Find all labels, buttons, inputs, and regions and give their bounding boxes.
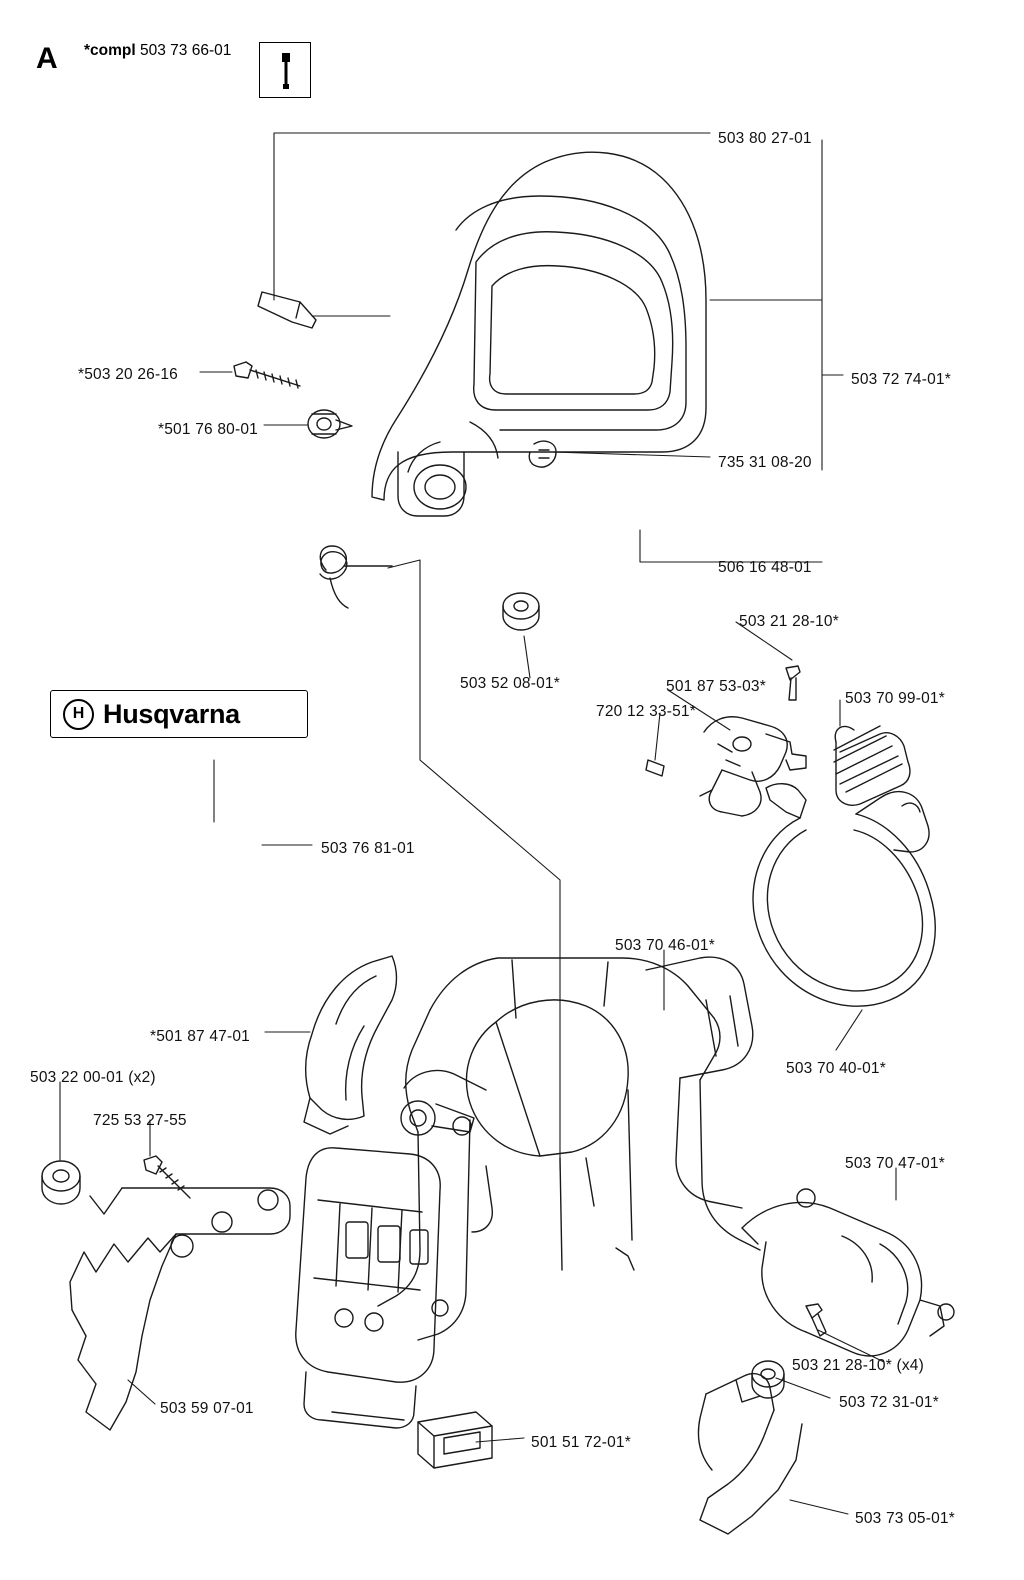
coil-spring-part: [834, 726, 910, 805]
compl-prefix: *compl: [84, 42, 136, 59]
part-label: 506 16 48-01: [718, 559, 812, 576]
part-label: 503 70 46-01*: [615, 937, 715, 954]
bushing-part: [308, 410, 352, 438]
torsion-spring-part: [320, 546, 392, 608]
part-label: 503 76 81-01: [321, 840, 415, 857]
part-label: *501 87 47-01: [150, 1028, 250, 1045]
part-label: 503 70 47-01*: [845, 1155, 945, 1172]
leader-lines-top: [60, 133, 896, 1514]
rubber-block-part: [418, 1412, 492, 1468]
left-guard-part: [304, 956, 397, 1134]
part-label: 503 73 05-01*: [855, 1510, 955, 1527]
part-label: 503 70 40-01*: [786, 1060, 886, 1077]
section-letter: A: [36, 42, 58, 75]
screw-part-1: [234, 362, 300, 388]
part-label: 503 21 28-10*: [739, 613, 839, 630]
part-label: 720 12 33-51*: [596, 703, 696, 720]
screw-part-3: [144, 1156, 190, 1198]
part-label: *503 20 26-16: [78, 366, 178, 383]
part-label: 503 59 07-01: [160, 1400, 254, 1417]
part-label: 503 52 08-01*: [460, 675, 560, 692]
nut-part: [42, 1161, 80, 1204]
bottom-lever-part: [699, 1374, 803, 1534]
part-label: 503 70 99-01*: [845, 690, 945, 707]
part-label: 725 53 27-55: [93, 1112, 187, 1129]
brand-name: Husqvarna: [103, 698, 240, 729]
e-clip-part: [529, 441, 556, 467]
screw-part-2: [786, 666, 800, 700]
part-label: 501 87 53-03*: [666, 678, 766, 695]
part-label: 503 72 31-01*: [839, 1394, 939, 1411]
brake-band-part: [753, 784, 935, 1007]
pivot-pin-part: [258, 292, 316, 328]
part-label: 503 80 27-01: [718, 130, 812, 147]
part-label: 501 51 72-01*: [531, 1434, 631, 1451]
brake-lever-part: [700, 717, 806, 816]
right-cover-part: [742, 1189, 954, 1356]
part-label: 735 31 08-20: [718, 454, 812, 471]
compl-number: 503 73 66-01: [140, 42, 232, 59]
top-handle-part: [372, 152, 706, 516]
part-label: *501 76 80-01: [158, 421, 258, 438]
part-label: 503 22 00-01 (x2): [30, 1069, 156, 1086]
part-label: 503 21 28-10* (x4): [792, 1357, 924, 1374]
screw-part-4: [806, 1304, 826, 1336]
husqvarna-logo-icon: H: [63, 699, 94, 730]
rubber-plug-part: [503, 593, 539, 630]
part-label: 503 72 74-01*: [851, 371, 951, 388]
bumper-spike-part: [70, 1188, 290, 1430]
pin-part: [646, 760, 664, 776]
